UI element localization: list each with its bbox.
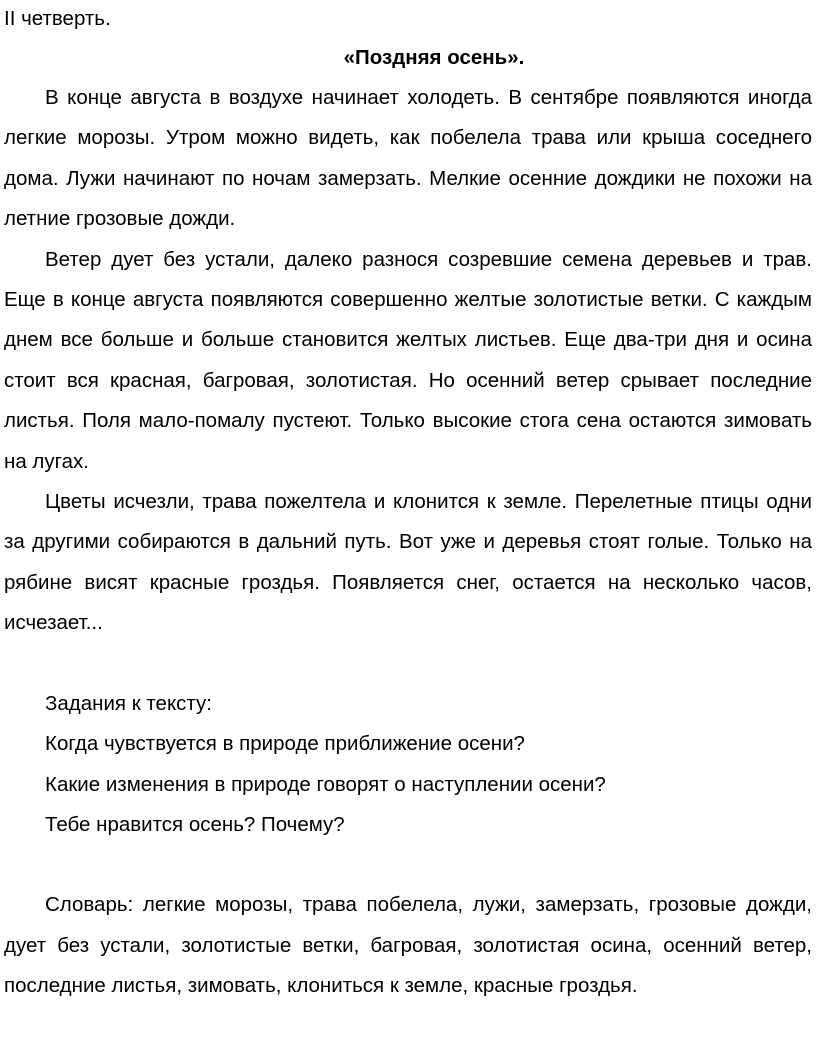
story-paragraph-3: Цветы исчезли, трава пожелтела и клонится к земле. Перелетные птицы одни за другими собираются в дальний путь. Вот уже и деревья стоят голые. Только на рябине висят красные гроздья. Появляется снег, остается на несколько часов, исчезает...: [4, 490, 812, 635]
story-title: «Поздняя осень».: [343, 46, 525, 69]
quarter-label: II четверть.: [4, 7, 111, 30]
task-item-1: Когда чувствуется в природе приближение осени?: [45, 732, 525, 756]
document-page: [4, 0, 812, 1007]
task-item-2: Какие изменения в природе говорят о наступлении осени?: [45, 772, 606, 796]
spacer: [4, 845, 812, 885]
tasks-heading: Задания к тексту:: [45, 691, 212, 715]
spacer: [4, 644, 812, 684]
vocabulary-paragraph: Словарь: легкие морозы, трава побелела, лужи, замерзать, грозовые дожди, дует без устали, золотистые ветки, багровая, золотистая осина, осенний ветер, последние листья, зимовать, клониться к земле, красные гроздья.: [4, 893, 812, 998]
story-paragraph-1: В конце августа в воздухе начинает холодеть. В сентябре появляются иногда легкие морозы. Утром можно видеть, как побелела трава или крыша соседнего дома. Лужи начинают по ночам замерзать. Мелкие осенние дождики не похожи на летние грозовые дожди.: [4, 86, 812, 231]
story-paragraph-2: Ветер дует без устали, далеко разнося созревшие семена деревьев и трав. Еще в конце августа появляются совершенно желтые золотистые ветки. С каждым днем все больше и больше становится желтых листьев. Еще два-три дня и осина стоит вся красная, багровая, золотистая. Но осенний ветер срывает последние листья. Поля мало-помалу пустеют. Только высокие стога сена остаются зимовать на лугах.: [4, 247, 812, 473]
task-item-3: Тебе нравится осень? Почему?: [45, 812, 345, 836]
